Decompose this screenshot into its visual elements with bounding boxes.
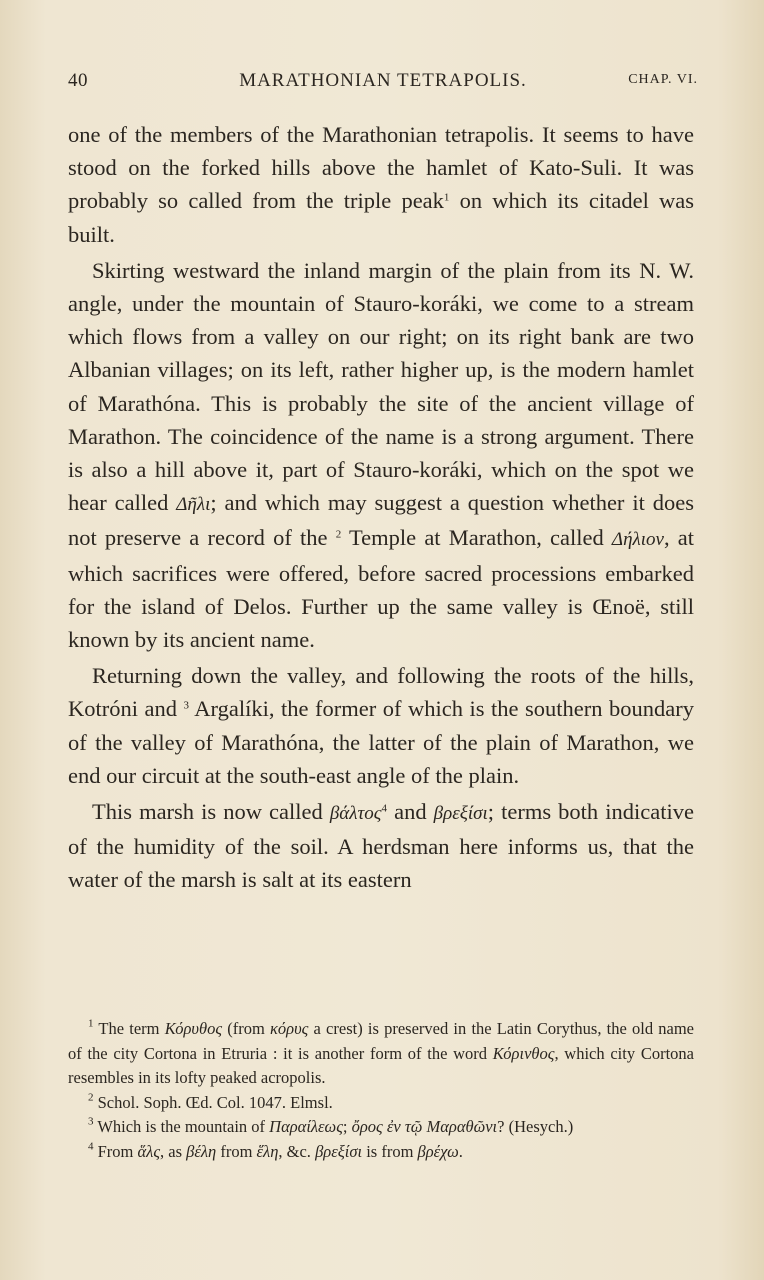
paragraph-2	[68, 254, 694, 656]
footnote-ref: 3	[183, 699, 190, 712]
footnote-4	[68, 1140, 694, 1165]
footnote-ref: 1	[443, 191, 450, 204]
text-run: Which is the mountain of	[93, 1117, 270, 1136]
text-run: and	[387, 799, 434, 825]
footnote-3	[68, 1115, 694, 1140]
text-run: Argalíki, the former of which is the southern boundary of the valley of Marathóna, the latter of the plain of Marathon, we end our circuit at the south-east angle of the plain.	[68, 696, 694, 788]
text-run: This marsh is now called	[92, 799, 330, 825]
greek-word: βέλη	[186, 1141, 217, 1161]
text-run: Schol. Soph. Œd. Col. 1047. Elmsl.	[93, 1092, 333, 1112]
greek-word: Κόρινθος	[492, 1043, 555, 1063]
greek-word: βρεξίσι	[433, 803, 488, 825]
paragraph-3	[68, 659, 694, 792]
text-run: a crest) is preserved in the Latin Corythus, the old name of the city Cortona in Etruria : it is another form of the word	[68, 1019, 694, 1063]
text-run: , which city Cortona resembles in its lofty peaked acropolis.	[68, 1043, 694, 1087]
text-run: ? (Hesych.)	[497, 1117, 574, 1136]
footnote-ref: 4	[381, 802, 388, 815]
running-header	[68, 70, 698, 96]
text-run: Returning down the valley, and following the roots of the hills, Kotróni and	[68, 663, 694, 722]
paragraph-1	[68, 118, 694, 251]
text-run: on which its citadel was built.	[68, 188, 694, 247]
greek-word: ἅλς	[137, 1141, 161, 1161]
text-run: From	[93, 1141, 138, 1161]
text-run: Skirting westward the inland margin of the plain from its N. W. angle, under the mountain of Stauro-koráki, we come to a stream which flows from a valley on our right; on its right bank are two Albanian villages; on its left, rather higher up, is the modern hamlet of Marathóna. This is probably the site of the ancient village of Marathon. The coincidence of the name is a strong argument. There is also a hill above it, part of Stauro-koráki, which on the spot we hear called	[68, 257, 694, 516]
text-run: , as	[160, 1141, 187, 1161]
footnote-mark: 2	[88, 1090, 94, 1103]
text-run: The term	[93, 1019, 165, 1038]
text-run: one of the members of the Marathonian tetrapolis. It seems to have stood on the forked hills above the hamlet of Kato-Suli. It was probably so called from the triple peak	[68, 122, 694, 214]
text-run: (from	[222, 1019, 270, 1038]
running-title: MARATHONIAN TETRAPOLIS.	[239, 70, 527, 91]
greek-word: Παραίλεως	[269, 1117, 343, 1136]
chapter-label: CHAP. VI.	[628, 72, 698, 87]
footnote-mark: 3	[88, 1115, 94, 1128]
greek-word: Δήλιον	[611, 529, 664, 551]
footnote-ref: 2	[335, 528, 342, 541]
text-run: , &c.	[278, 1141, 316, 1161]
text-run: .	[458, 1141, 463, 1161]
text-run: Temple at Marathon, called	[341, 525, 612, 551]
text-run: is from	[362, 1141, 418, 1161]
text-run: ; and which may suggest a question whether it does not preserve a record of the	[68, 490, 694, 551]
footnote-mark: 4	[88, 1139, 94, 1152]
footnote-1	[68, 1017, 694, 1091]
greek-word: βρέχω	[417, 1141, 459, 1161]
greek-word: ὄρος ἐν τῷ Μαραθῶνι	[351, 1117, 498, 1136]
greek-word: Δῆλι	[176, 494, 211, 516]
greek-word: βρεξίσι	[315, 1141, 363, 1161]
text-run: ;	[342, 1117, 352, 1136]
greek-word: Κόρυθος	[164, 1019, 223, 1038]
page-number: 40	[68, 70, 88, 91]
footnote-mark: 1	[88, 1017, 94, 1030]
footnote-2	[68, 1091, 694, 1116]
footnotes	[68, 1017, 694, 1164]
greek-word: κόρυς	[269, 1019, 309, 1038]
body-text	[68, 118, 694, 897]
text-run: , at which sacrifices were offered, before sacred processions embarked for the island of Delos. Further up the same valley is Œnoë, still known by its ancient name.	[68, 525, 694, 653]
text-run: ; terms both indicative of the humidity of the soil. A herdsman here informs us, that the water of the marsh is salt at its eastern	[68, 799, 694, 893]
paragraph-4	[68, 795, 694, 897]
text-run: from	[216, 1141, 257, 1161]
greek-word: ἕλη	[256, 1141, 279, 1161]
greek-word: βάλτος	[329, 803, 382, 825]
